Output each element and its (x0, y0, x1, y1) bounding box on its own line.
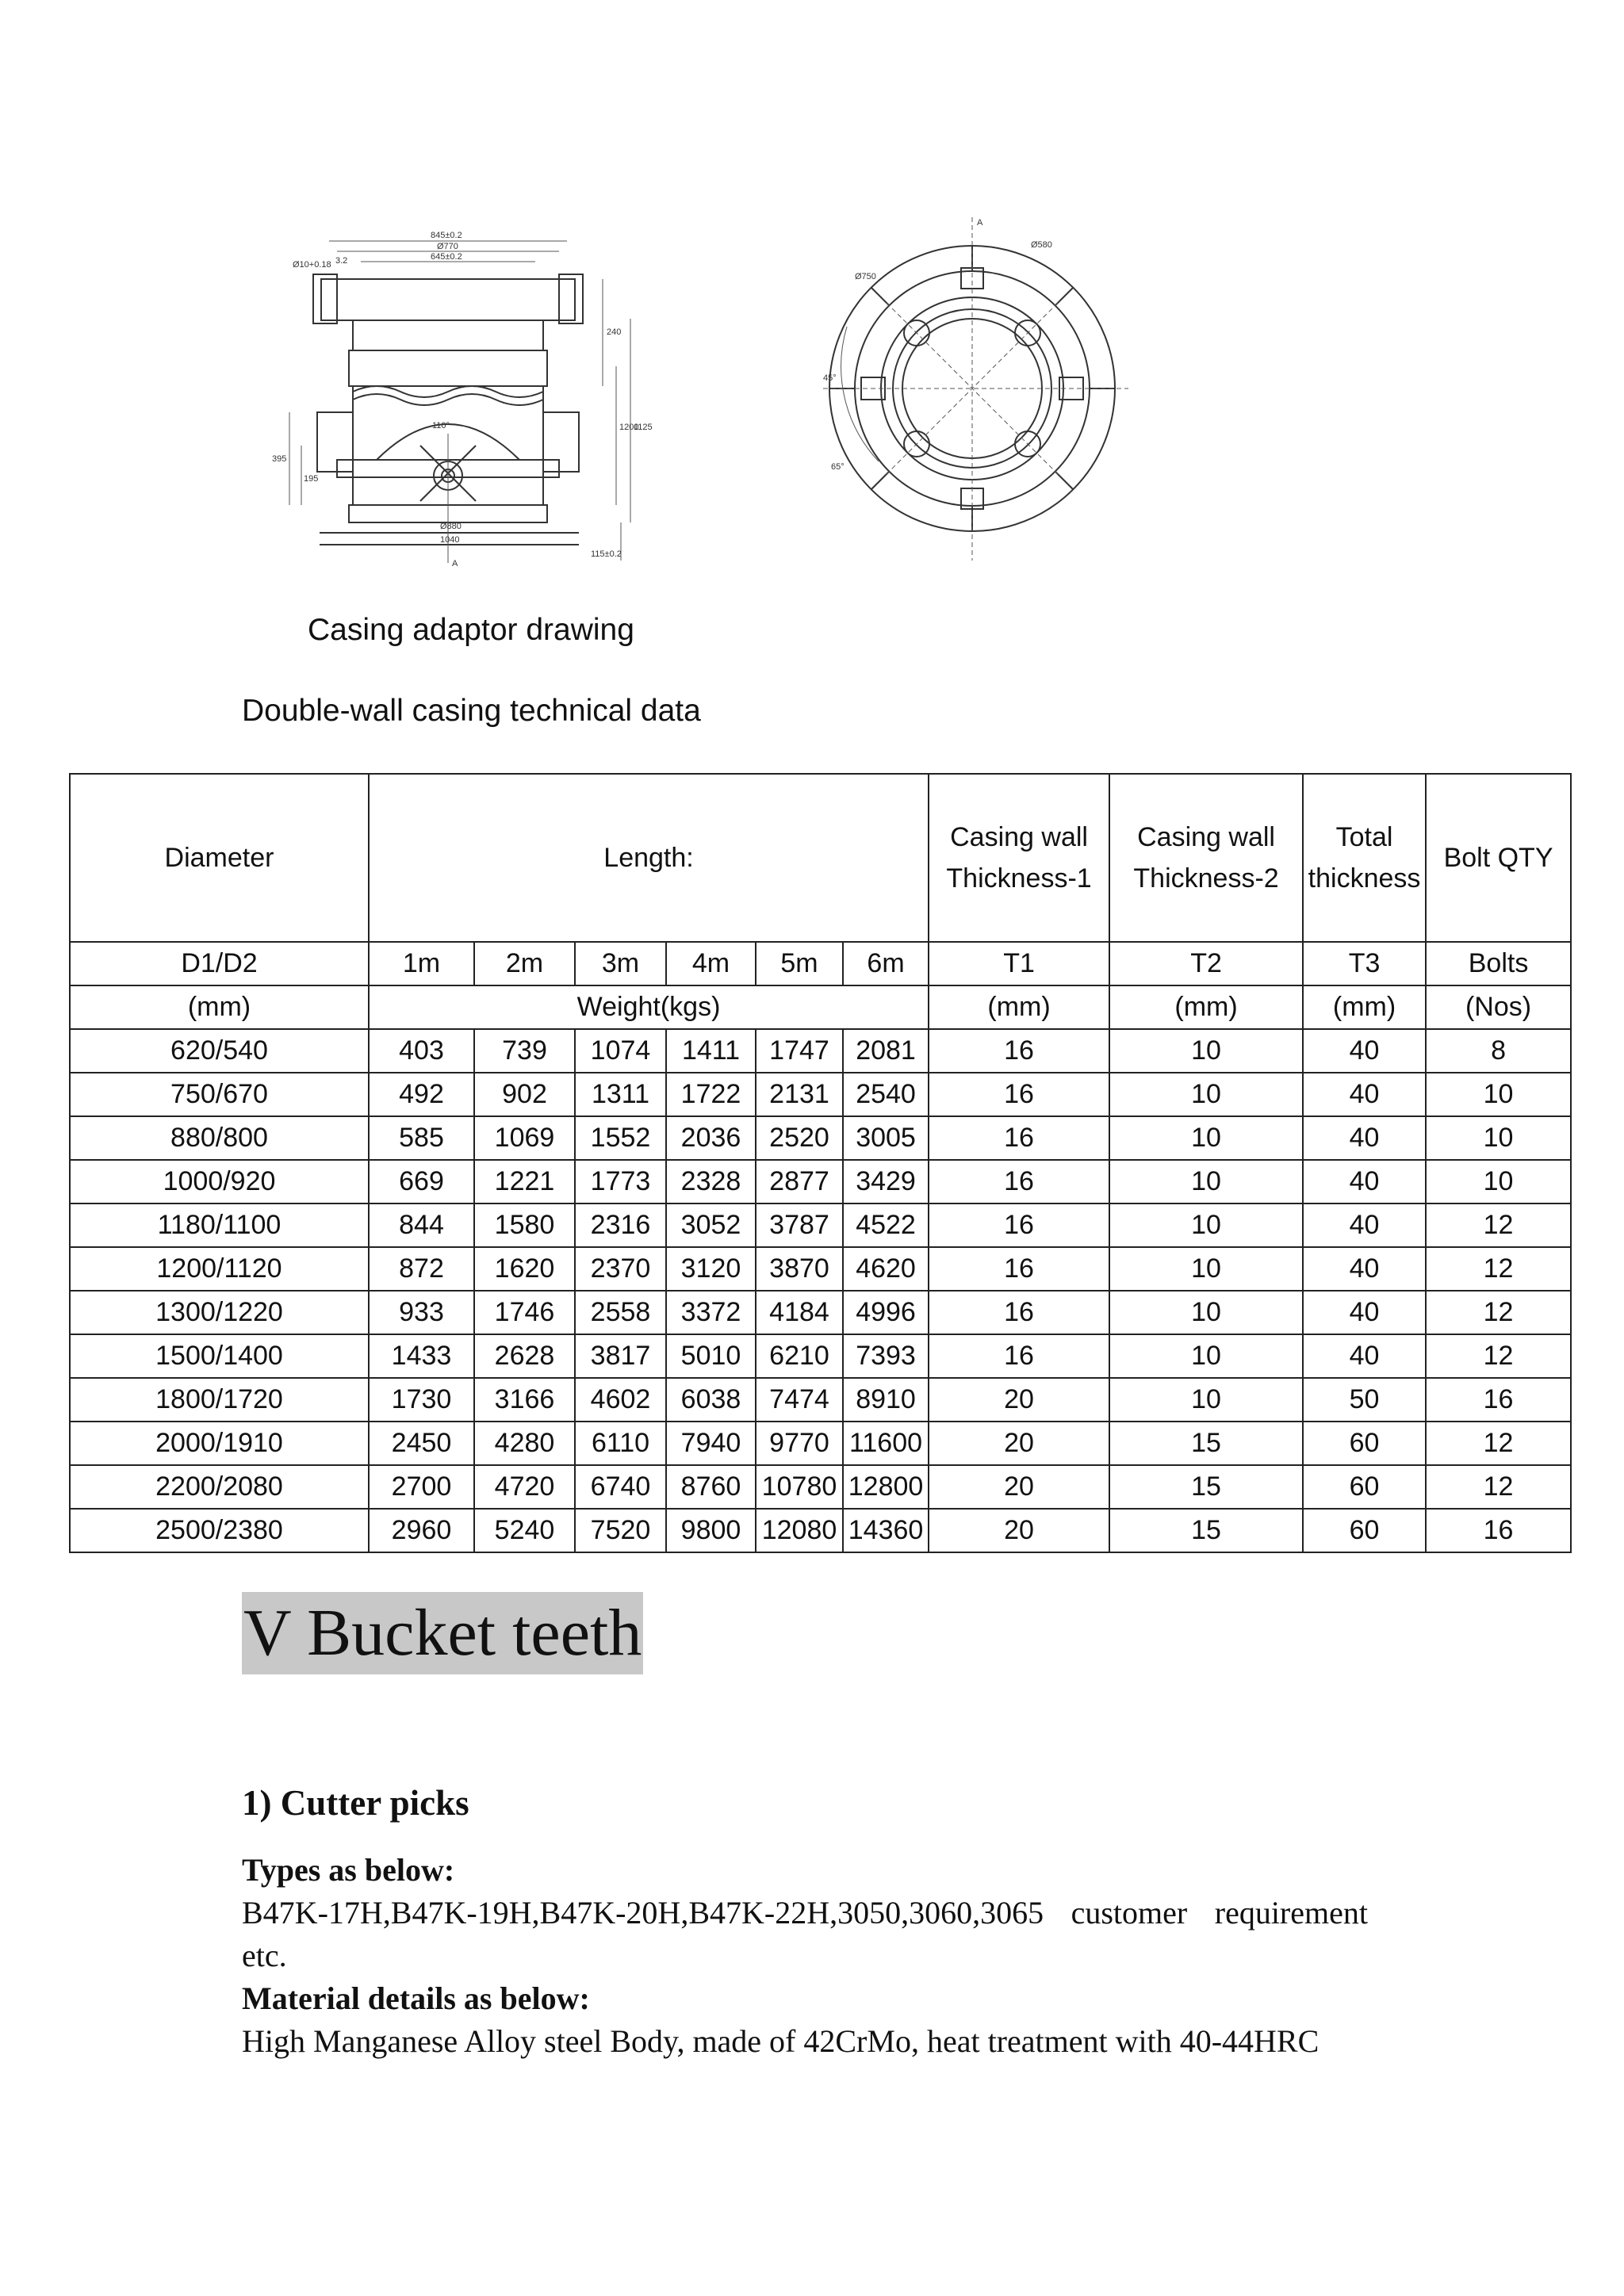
table-cell: 4184 (756, 1291, 843, 1334)
table-cell: 3429 (843, 1160, 929, 1203)
table-cell: 2877 (756, 1160, 843, 1203)
table-cell: 8910 (843, 1378, 929, 1422)
table-cell: 2628 (474, 1334, 575, 1378)
table-cell: 40 (1303, 1073, 1426, 1116)
material-label: Material details as below: (242, 1980, 590, 2016)
dimension-label: Ø580 (1031, 240, 1052, 250)
header-t1: Casing wall Thickness-1 (929, 774, 1109, 942)
table-cell: 9800 (666, 1509, 756, 1552)
dimension-label: 115±0.2 (591, 549, 622, 559)
dimension-label: A (977, 218, 983, 228)
header-t2: Casing wall Thickness-2 (1109, 774, 1303, 942)
dimension-label: 65° (831, 462, 845, 472)
dimension-label: 240 (607, 327, 622, 337)
table-cell: 6038 (666, 1378, 756, 1422)
table-cell: 40 (1303, 1334, 1426, 1378)
table-cell: 2520 (756, 1116, 843, 1160)
table-cell: 6740 (575, 1465, 666, 1509)
casing-adaptor-top-view-drawing (823, 208, 1128, 568)
table-cell: 16 (1426, 1509, 1571, 1552)
table-cell: 1074 (575, 1029, 666, 1073)
material-text: High Manganese Alloy steel Body, made of 42CrMo, heat treatment with 40-44HRC (242, 2023, 1320, 2059)
dimension-label: 45° (823, 373, 837, 383)
table-cell: 10 (1426, 1073, 1571, 1116)
table-cell: 7393 (843, 1334, 929, 1378)
table-cell: 1000/920 (70, 1160, 369, 1203)
table-cell: 1433 (369, 1334, 474, 1378)
table-cell: 1300/1220 (70, 1291, 369, 1334)
table-cell: 8760 (666, 1465, 756, 1509)
table-cell: 10 (1109, 1378, 1303, 1422)
table-cell: 20 (929, 1378, 1109, 1422)
table-cell: 12800 (843, 1465, 929, 1509)
table-row (70, 1465, 1571, 1509)
table-cell: 16 (929, 1073, 1109, 1116)
table-row (70, 1334, 1571, 1378)
table-cell: 1411 (666, 1029, 756, 1073)
dimension-label: 110° (432, 421, 450, 430)
table-header-row (70, 774, 1571, 942)
table-cell: 2200/2080 (70, 1465, 369, 1509)
table-cell: 3870 (756, 1247, 843, 1291)
table-cell: 3052 (666, 1203, 756, 1247)
table-cell: 1311 (575, 1073, 666, 1116)
table-cell: 1221 (474, 1160, 575, 1203)
dimension-label: 395 (272, 454, 287, 464)
table-cell: 10 (1109, 1203, 1303, 1247)
subheader-cell: 6m (843, 942, 929, 985)
table-row (70, 1247, 1571, 1291)
table-cell: 40 (1303, 1291, 1426, 1334)
table-cell: 1580 (474, 1203, 575, 1247)
table-cell: 403 (369, 1029, 474, 1073)
table-cell: 10 (1109, 1247, 1303, 1291)
table-cell: 2558 (575, 1291, 666, 1334)
units-cell: (Nos) (1426, 985, 1571, 1029)
table-row (70, 1509, 1571, 1552)
dimension-label: 195 (304, 474, 319, 484)
table-cell: 12 (1426, 1291, 1571, 1334)
casing-adaptor-side-view-drawing (242, 208, 653, 568)
table-cell: 40 (1303, 1116, 1426, 1160)
table-cell: 15 (1109, 1465, 1303, 1509)
subheader-cell: Bolts (1426, 942, 1571, 985)
table-cell: 1730 (369, 1378, 474, 1422)
table-cell: 3166 (474, 1378, 575, 1422)
table-cell: 15 (1109, 1509, 1303, 1552)
table-cell: 10 (1109, 1073, 1303, 1116)
table-row (70, 1029, 1571, 1073)
table-cell: 3005 (843, 1116, 929, 1160)
table-cell: 1800/1720 (70, 1378, 369, 1422)
subsection-heading: 1) Cutter picks (242, 1783, 469, 1823)
table-cell: 933 (369, 1291, 474, 1334)
table-cell: 1746 (474, 1291, 575, 1334)
table-cell: 4620 (843, 1247, 929, 1291)
table-cell: 669 (369, 1160, 474, 1203)
table-cell: 10 (1109, 1160, 1303, 1203)
table-cell: 4522 (843, 1203, 929, 1247)
table-cell: 12 (1426, 1422, 1571, 1465)
table-cell: 1552 (575, 1116, 666, 1160)
subheader-cell: 3m (575, 942, 666, 985)
table-cell: 40 (1303, 1247, 1426, 1291)
subheader-cell: 1m (369, 942, 474, 985)
table-cell: 10780 (756, 1465, 843, 1509)
table-cell: 16 (1426, 1378, 1571, 1422)
table-cell: 3120 (666, 1247, 756, 1291)
table-cell: 2960 (369, 1509, 474, 1552)
dimension-label: 3.2 (335, 256, 348, 266)
table-cell: 5010 (666, 1334, 756, 1378)
dimension-label: Ø880 (440, 522, 462, 531)
table-cell: 11600 (843, 1422, 929, 1465)
table-cell: 12 (1426, 1465, 1571, 1509)
table-cell: 15 (1109, 1422, 1303, 1465)
table-cell: 4996 (843, 1291, 929, 1334)
table-cell: 16 (929, 1116, 1109, 1160)
table-cell: 5240 (474, 1509, 575, 1552)
table-cell: 1773 (575, 1160, 666, 1203)
table-row (70, 1378, 1571, 1422)
table-cell: 1180/1100 (70, 1203, 369, 1247)
table-cell: 6110 (575, 1422, 666, 1465)
dimension-label: Ø750 (855, 272, 876, 281)
types-label: Types as below: (242, 1852, 455, 1888)
table-cell: 750/670 (70, 1073, 369, 1116)
table-cell: 40 (1303, 1160, 1426, 1203)
table-cell: 60 (1303, 1422, 1426, 1465)
table-cell: 60 (1303, 1509, 1426, 1552)
table-cell: 4602 (575, 1378, 666, 1422)
table-cell: 3817 (575, 1334, 666, 1378)
drawing-caption: Casing adaptor drawing (308, 613, 634, 647)
table-row (70, 1073, 1571, 1116)
table-cell: 1069 (474, 1116, 575, 1160)
table-cell: 10 (1109, 1334, 1303, 1378)
table-cell: 2540 (843, 1073, 929, 1116)
table-cell: 585 (369, 1116, 474, 1160)
table-cell: 7474 (756, 1378, 843, 1422)
table-cell: 620/540 (70, 1029, 369, 1073)
table-cell: 1200/1120 (70, 1247, 369, 1291)
table-cell: 2450 (369, 1422, 474, 1465)
table-cell: 492 (369, 1073, 474, 1116)
table-row (70, 1160, 1571, 1203)
table-cell: 3372 (666, 1291, 756, 1334)
table-cell: 1747 (756, 1029, 843, 1073)
table-cell: 20 (929, 1465, 1109, 1509)
dimension-label: 845±0.2 (431, 231, 462, 240)
header-t3: Total thickness (1303, 774, 1426, 942)
table-cell: 40 (1303, 1029, 1426, 1073)
table-row (70, 1291, 1571, 1334)
table-cell: 844 (369, 1203, 474, 1247)
table-cell: 4280 (474, 1422, 575, 1465)
header-diameter: Diameter (70, 774, 369, 942)
table-cell: 12 (1426, 1203, 1571, 1247)
table-cell: 14360 (843, 1509, 929, 1552)
table-cell: 16 (929, 1203, 1109, 1247)
table-cell: 16 (929, 1160, 1109, 1203)
table-cell: 3787 (756, 1203, 843, 1247)
table-cell: 2081 (843, 1029, 929, 1073)
table-cell: 16 (929, 1247, 1109, 1291)
table-cell: 880/800 (70, 1116, 369, 1160)
table-cell: 20 (929, 1509, 1109, 1552)
dimension-label: 1125 (634, 423, 653, 432)
header-length: Length: (369, 774, 929, 942)
units-cell: (mm) (1303, 985, 1426, 1029)
table-cell: 12 (1426, 1334, 1571, 1378)
table-cell: 2500/2380 (70, 1509, 369, 1552)
table-cell: 20 (929, 1422, 1109, 1465)
units-cell: (mm) (929, 985, 1109, 1029)
table-cell: 1620 (474, 1247, 575, 1291)
table-cell: 10 (1109, 1116, 1303, 1160)
subheader-cell: T3 (1303, 942, 1426, 985)
table-cell: 16 (929, 1334, 1109, 1378)
units-cell: (mm) (1109, 985, 1303, 1029)
table-cell: 60 (1303, 1465, 1426, 1509)
table-subheader-row (70, 942, 1571, 985)
subheader-cell: 4m (666, 942, 756, 985)
casing-data-table (69, 773, 1572, 1553)
table-cell: 12 (1426, 1247, 1571, 1291)
table-units-row (70, 985, 1571, 1029)
table-cell: 2700 (369, 1465, 474, 1509)
dimension-label: A (452, 559, 458, 568)
subheader-cell: T2 (1109, 942, 1303, 985)
table-cell: 16 (929, 1029, 1109, 1073)
section-heading: V Bucket teeth (242, 1592, 643, 1674)
table-cell: 40 (1303, 1203, 1426, 1247)
table-cell: 10 (1426, 1160, 1571, 1203)
types-text: B47K-17H,B47K-19H,B47K-20H,B47K-22H,3050,3060,3065 customer requirement etc. (242, 1895, 1368, 1973)
dimension-label: 1040 (440, 535, 460, 545)
table-cell: 1500/1400 (70, 1334, 369, 1378)
table-cell: 6210 (756, 1334, 843, 1378)
dimension-label: Ø770 (437, 242, 458, 251)
table-cell: 2000/1910 (70, 1422, 369, 1465)
table-cell: 9770 (756, 1422, 843, 1465)
table-cell: 2370 (575, 1247, 666, 1291)
subheader-cell: T1 (929, 942, 1109, 985)
units-cell: (mm) (70, 985, 369, 1029)
table-cell: 8 (1426, 1029, 1571, 1073)
table-cell: 10 (1109, 1029, 1303, 1073)
table-cell: 872 (369, 1247, 474, 1291)
table-cell: 16 (929, 1291, 1109, 1334)
dimension-label: 1200 (619, 423, 639, 432)
table-cell: 10 (1426, 1116, 1571, 1160)
table-cell: 7520 (575, 1509, 666, 1552)
table-row (70, 1422, 1571, 1465)
units-weight-cell: Weight(kgs) (369, 985, 929, 1029)
table-cell: 739 (474, 1029, 575, 1073)
table-cell: 2131 (756, 1073, 843, 1116)
table-row (70, 1203, 1571, 1247)
dimension-label: Ø10+0.18 (293, 260, 331, 270)
table-cell: 2316 (575, 1203, 666, 1247)
dimension-label: 645±0.2 (431, 252, 462, 262)
subheader-cell: 2m (474, 942, 575, 985)
table-cell: 902 (474, 1073, 575, 1116)
table-title: Double-wall casing technical data (242, 694, 701, 728)
table-row (70, 1116, 1571, 1160)
table-cell: 1722 (666, 1073, 756, 1116)
table-cell: 50 (1303, 1378, 1426, 1422)
table-cell: 10 (1109, 1291, 1303, 1334)
header-bolts: Bolt QTY (1426, 774, 1571, 942)
table-cell: 4720 (474, 1465, 575, 1509)
table-cell: 12080 (756, 1509, 843, 1552)
table-cell: 7940 (666, 1422, 756, 1465)
subheader-cell: 5m (756, 942, 843, 985)
table-cell: 2328 (666, 1160, 756, 1203)
subheader-cell: D1/D2 (70, 942, 369, 985)
table-cell: 2036 (666, 1116, 756, 1160)
